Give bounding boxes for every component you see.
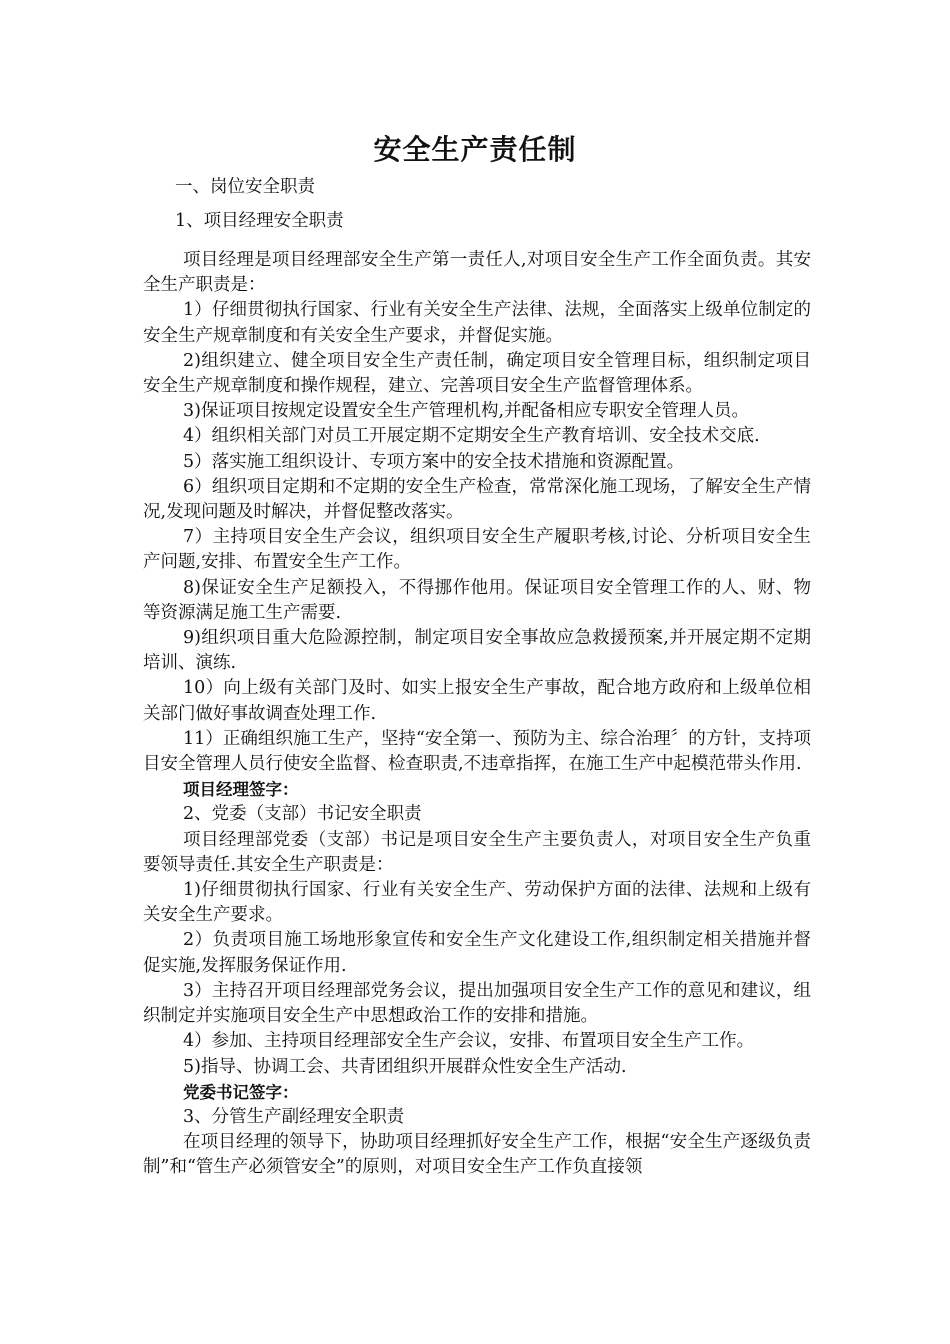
paragraph: 10）向上级有关部门及时、如实上报安全生产事故，配合地方政府和上级单位相关部门做好事故调查处理工作.	[143, 678, 811, 724]
paragraph: 8)保证安全生产足额投入，不得挪作他用。保证项目安全管理工作的人、财、物等资源满足施工生产需要.	[143, 577, 811, 623]
subsection-heading-party-secretary: 2、党委（支部）书记安全职责	[183, 804, 422, 825]
paragraph: 1）仔细贯彻执行国家、行业有关安全生产法律、法规，全面落实上级单位制定的安全生产规章制度和有关安全生产要求，并督促实施。	[143, 300, 811, 346]
paragraph: 项目经理是项目经理部安全生产第一责任人,对项目安全生产工作全面负责。其安全生产职责是：	[143, 250, 811, 296]
paragraph: 在项目经理的领导下，协助项目经理抓好安全生产工作，根据“安全生产逐级负责制”和“管生产必须管安全”的原则，对项目安全生产工作负直接领	[143, 1132, 811, 1178]
paragraph: 项目经理部党委（支部）书记是项目安全生产主要负责人，对项目安全生产负重要领导责任.其安全生产职责是：	[143, 829, 811, 875]
paragraph: 4）参加、主持项目经理部安全生产会议，安排、布置项目安全生产工作。	[183, 1031, 755, 1052]
paragraph: 2)组织建立、健全项目安全生产责任制，确定项目安全管理目标，组织制定项目安全生产规章制度和操作规程，建立、完善项目安全生产监督管理体系。	[143, 350, 811, 397]
section-heading: 一、岗位安全职责	[175, 177, 315, 197]
subsection-heading-deputy-manager: 3、分管生产副经理安全职责	[183, 1106, 405, 1127]
paragraph: 3）主持召开项目经理部党务会议，提出加强项目安全生产工作的意见和建议，组织制定并实施项目安全生产中思想政治工作的安排和措施。	[143, 980, 811, 1027]
signature-label-party-secretary: 党委书记签字：	[183, 1082, 299, 1102]
document-title: 安全生产责任制	[373, 133, 577, 166]
paragraph: 9)组织项目重大危险源控制，制定项目安全事故应急救援预案,并开展定期不定期培训、演练.	[143, 628, 811, 674]
paragraph: 11）正确组织施工生产，坚持“安全第一、预防为主、综合治理〞的方针，支持项目安全管理人员行使安全监督、检查职责,不违章指挥，在施工生产中起模范带头作用.	[143, 728, 811, 775]
paragraph: 7）主持项目安全生产会议，组织项目安全生产履职考核,讨论、分析项目安全生产问题,安排、布置安全生产工作。	[143, 527, 811, 573]
paragraph: 4）组织相关部门对员工开展定期不定期安全生产教育培训、安全技术交底.	[183, 426, 760, 447]
paragraph: 5）落实施工组织设计、专项方案中的安全技术措施和资源配置。	[183, 451, 685, 472]
paragraph: 2）负责项目施工场地形象宣传和安全生产文化建设工作,组织制定相关措施并督促实施,发挥服务保证作用.	[143, 930, 811, 976]
paragraph: 3)保证项目按规定设置安全生产管理机构,并配备相应专职安全管理人员。	[183, 401, 750, 422]
paragraph: 5)指导、协调工会、共青团组织开展群众性安全生产活动.	[183, 1056, 627, 1077]
paragraph: 6）组织项目定期和不定期的安全生产检查，常常深化施工现场，了解安全生产情况,发现问题及时解决，并督促整改落实。	[143, 476, 811, 523]
paragraph: 1)仔细贯彻执行国家、行业有关安全生产、劳动保护方面的法律、法规和上级有关安全生产要求。	[143, 880, 811, 926]
signature-label-project-manager: 项目经理签字：	[183, 780, 299, 800]
subsection-heading-project-manager: 1、项目经理安全职责	[175, 211, 344, 231]
document-body	[143, 174, 811, 1181]
